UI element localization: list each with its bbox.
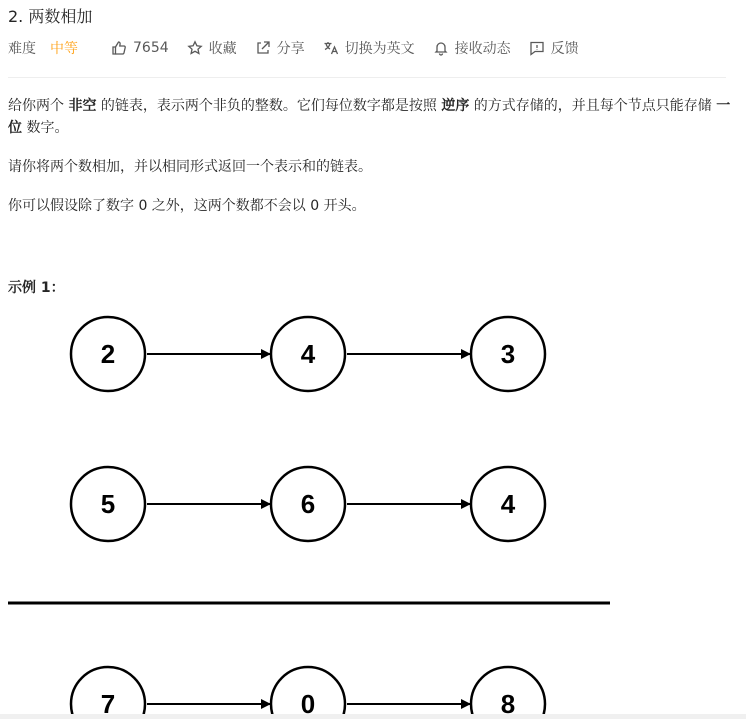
difficulty-badge: 中等 xyxy=(50,41,78,57)
subscribe-button[interactable] xyxy=(433,38,511,58)
desc-emphasis: 非空 xyxy=(68,98,97,114)
desc-text: 的链表，表示两个非负的整数。它们每位数字都是按照 xyxy=(96,98,442,114)
list-node xyxy=(271,317,345,391)
node-value: 2 xyxy=(100,339,116,369)
desc-emphasis: 一位 xyxy=(8,98,731,136)
collect-label: 收藏 xyxy=(208,41,237,57)
node-value: 7 xyxy=(100,689,116,714)
bell-icon xyxy=(433,40,449,56)
share-label: 分享 xyxy=(276,41,305,57)
node-value: 8 xyxy=(500,689,516,714)
list-node xyxy=(71,467,145,541)
node-value: 4 xyxy=(300,339,316,369)
description-paragraph-2: 请你将两个数相加，并以相同形式返回一个表示和的链表。 xyxy=(8,159,372,175)
list-node xyxy=(471,667,545,714)
desc-text: 数字。 xyxy=(22,120,69,136)
like-button[interactable] xyxy=(111,40,169,56)
feedback-button[interactable] xyxy=(529,38,579,58)
translate-icon xyxy=(323,40,339,56)
list-node xyxy=(271,467,345,541)
subscribe-label: 接收动态 xyxy=(454,41,511,57)
switch-language-button[interactable] xyxy=(323,38,415,58)
thumbs-up-icon xyxy=(111,40,127,56)
share-button[interactable] xyxy=(255,38,305,58)
node-value: 6 xyxy=(300,489,316,519)
linked-list-diagram xyxy=(0,305,620,714)
list-node xyxy=(271,667,345,714)
desc-text: 的方式存储的，并且每个节点只能存储 xyxy=(469,98,717,114)
difficulty-label: 难度 xyxy=(8,41,36,57)
problem-toolbar xyxy=(8,37,597,59)
switch-language-label: 切换为英文 xyxy=(344,41,415,57)
node-value: 4 xyxy=(500,489,516,519)
node-value: 3 xyxy=(500,339,516,369)
list-node xyxy=(71,667,145,714)
bottom-scroll-edge xyxy=(0,714,746,719)
problem-description xyxy=(8,95,733,234)
collect-button[interactable] xyxy=(187,38,237,58)
list-node xyxy=(471,467,545,541)
star-icon xyxy=(187,40,203,56)
problem-title: 2. 两数相加 xyxy=(8,7,93,26)
feedback-label: 反馈 xyxy=(550,41,579,57)
desc-emphasis: 逆序 xyxy=(441,98,470,114)
node-value: 0 xyxy=(300,689,316,714)
description-paragraph-1 xyxy=(8,95,733,139)
like-count: 7654 xyxy=(133,40,169,56)
example-title: 示例 1： xyxy=(8,280,65,296)
node-value: 5 xyxy=(100,489,116,519)
header-divider xyxy=(8,77,726,78)
list-node xyxy=(71,317,145,391)
list-node xyxy=(471,317,545,391)
description-paragraph-3: 你可以假设除了数字 0 之外，这两个数都不会以 0 开头。 xyxy=(8,198,366,214)
share-icon xyxy=(255,40,271,56)
feedback-icon xyxy=(529,40,545,56)
desc-text: 给你两个 xyxy=(8,98,69,114)
